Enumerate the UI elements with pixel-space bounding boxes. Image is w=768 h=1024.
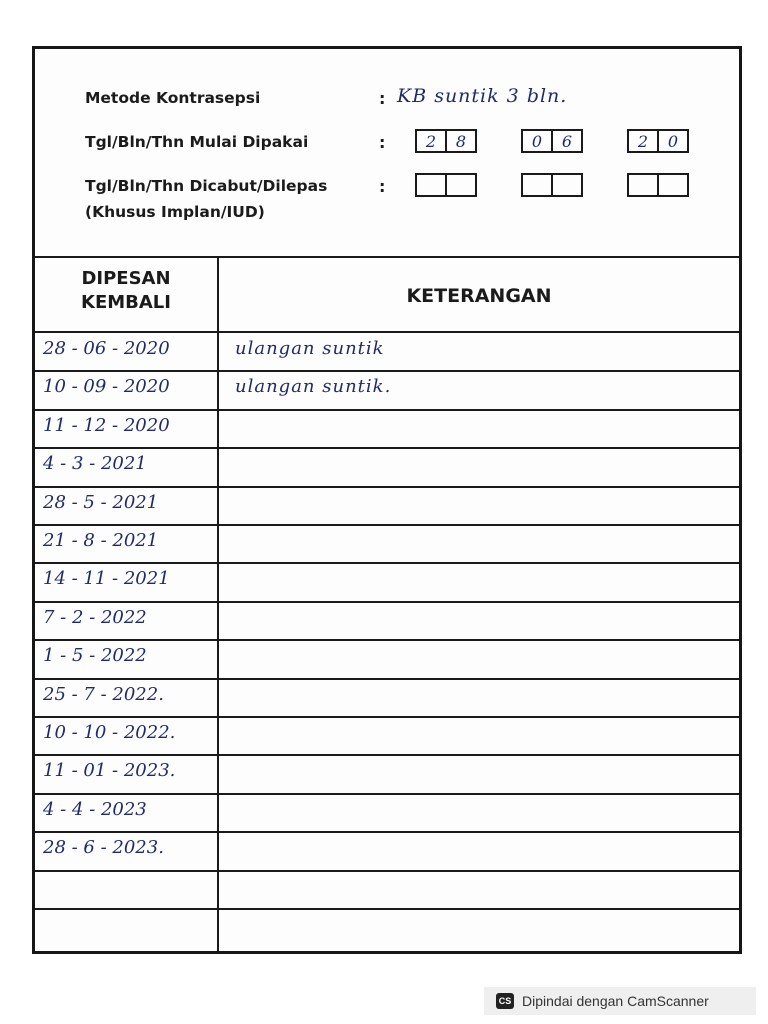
removed-year-boxes (627, 173, 689, 197)
header-dipesan-kembali (35, 267, 217, 315)
date-digit-box (553, 173, 583, 197)
header-left-line2: KEMBALI (81, 292, 171, 313)
reorder-date-cell: 14 - 11 - 2021 (43, 568, 170, 590)
reorder-date-cell: 10 - 09 - 2020 (43, 376, 170, 398)
contraception-card (32, 46, 742, 954)
table-row (35, 793, 739, 831)
reorder-date-cell: 25 - 7 - 2022. (43, 683, 164, 705)
table-row (35, 754, 739, 792)
start-year-boxes (627, 129, 689, 153)
reorder-date-cell: 1 - 5 - 2022 (43, 645, 147, 667)
reorder-date-cell: 7 - 2 - 2022 (43, 606, 147, 628)
method-value: KB suntik 3 bln. (397, 85, 568, 107)
table-row (35, 716, 739, 754)
removed-day-boxes (415, 173, 477, 197)
reorder-date-cell: 28 - 06 - 2020 (43, 338, 170, 359)
date-digit-box (521, 173, 553, 197)
colon: : (379, 177, 386, 196)
table-top-border (35, 256, 739, 258)
header-keterangan: KETERANGAN (406, 285, 552, 307)
start-date-label: Tgl/Bln/Thn Mulai Dipakai (85, 133, 309, 151)
table-row (35, 370, 739, 408)
reorder-date-cell: 4 - 3 - 2021 (43, 453, 147, 475)
date-digit-box (415, 173, 447, 197)
date-digit-box: 6 (553, 129, 583, 153)
date-digit-box: 2 (415, 129, 447, 153)
table-row (35, 870, 739, 908)
note-cell: ulangan suntik (235, 338, 385, 359)
removed-date-note: (Khusus Implan/IUD) (85, 203, 265, 221)
camscanner-watermark (484, 987, 756, 1015)
table-row (35, 831, 739, 869)
table-row (35, 639, 739, 677)
removed-date-label: Tgl/Bln/Thn Dicabut/Dilepas (85, 177, 328, 195)
header-left-line1: DIPESAN (81, 268, 171, 289)
colon: : (379, 89, 386, 108)
removed-month-boxes (521, 173, 583, 197)
table-row (35, 447, 739, 485)
method-label: Metode Kontrasepsi (85, 89, 261, 107)
reorder-date-cell: 28 - 6 - 2023. (43, 837, 164, 859)
colon: : (379, 133, 386, 152)
reorder-date-cell: 21 - 8 - 2021 (43, 530, 159, 551)
table-row (35, 409, 739, 447)
table-row (35, 908, 739, 946)
date-digit-box (447, 173, 477, 197)
start-day-boxes (415, 129, 477, 153)
watermark-text: Dipindai dengan CamScanner (522, 993, 709, 1009)
table-row (35, 562, 739, 600)
date-digit-box: 0 (521, 129, 553, 153)
note-cell: ulangan suntik. (235, 376, 392, 398)
camscanner-icon: CS (496, 993, 514, 1009)
reorder-date-cell: 28 - 5 - 2021 (43, 491, 159, 513)
table-row (35, 601, 739, 639)
date-digit-box: 2 (627, 129, 659, 153)
date-digit-box: 8 (447, 129, 477, 153)
date-digit-box: 0 (659, 129, 689, 153)
start-month-boxes (521, 129, 583, 153)
table-row (35, 486, 739, 524)
reorder-date-cell: 4 - 4 - 2023 (43, 798, 147, 820)
table-row (35, 524, 739, 562)
reorder-date-cell: 10 - 10 - 2022. (43, 722, 176, 743)
reorder-date-cell: 11 - 01 - 2023. (43, 760, 176, 782)
reorder-date-cell: 11 - 12 - 2020 (43, 414, 170, 436)
table-row (35, 332, 739, 370)
table-row (35, 678, 739, 716)
date-digit-box (659, 173, 689, 197)
date-digit-box (627, 173, 659, 197)
